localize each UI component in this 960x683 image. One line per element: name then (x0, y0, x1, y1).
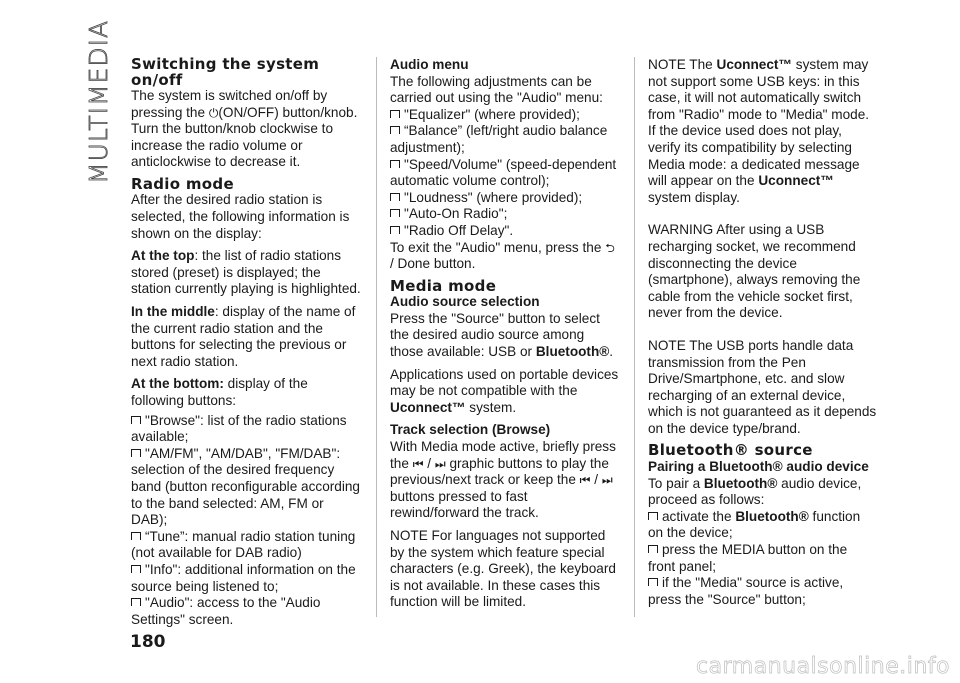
source-paragraph: Press the "Source" button to select the desired audio source among those available: USB or Bluetooth®. (390, 310, 614, 359)
heading-media-mode: Media mode (390, 276, 497, 295)
section-label: MULTIMEDIA (84, 19, 113, 184)
bullet-icon (648, 545, 658, 553)
bullet-icon (390, 160, 400, 168)
column-2 (390, 57, 620, 611)
list-item: "Auto-On Radio"; (390, 206, 620, 223)
switch-paragraph: The system is switched on/off by pressing the ⏻(ON/OFF) button/knob. Turn the button/knob clockwise to increase the radio volume or anticlockwise to decrease it. (131, 88, 358, 170)
heading-pairing: Pairing a Bluetooth® audio device (648, 458, 869, 474)
heading-track-selection: Track selection (Browse) (390, 422, 551, 438)
list-item: press the MEDIA button on the front panel; (648, 541, 848, 574)
list-item: activate the Bluetooth® function on the device; (648, 508, 861, 541)
list-item: "Speed/Volume" (speed-dependent automatic volume control); (390, 156, 617, 189)
track-paragraph: With Media mode active, briefly press the ⏮ / ⏭ graphic buttons to play the previous/next track or keep the ⏮ / ⏭ buttons pressed to fast rewind/forward the track. (390, 438, 616, 521)
heading-switching: Switching the system on/off (131, 55, 320, 89)
heading-audio-menu: Audio menu (390, 57, 469, 72)
note-ports: NOTE The USB ports handle data transmission from the Pen Drive/Smartphone, etc. and slow recharging of an external device, which is not guaranteed as it depends on the device type/brand. (648, 337, 877, 436)
bullet-icon (131, 598, 141, 606)
heading-source-selection: Audio source selection (390, 294, 540, 310)
note-languages: NOTE For languages not supported by the system which feature special characters (e.g. Greek), the keyboard is not available. In these cases this function will be limited. (390, 527, 616, 610)
bullet-icon (131, 532, 141, 540)
bullet-icon (390, 126, 400, 134)
bullet-icon (131, 565, 141, 573)
list-item: "Loudness" (where provided); (390, 190, 620, 207)
pair-paragraph: To pair a Bluetooth® audio device, proceed as follows: (648, 475, 862, 508)
heading-radio-mode: Radio mode (131, 174, 234, 193)
column-3 (648, 57, 878, 608)
next-track-icon: ⏭ (601, 473, 613, 488)
page-number: 180 (130, 632, 166, 652)
bullet-icon (390, 193, 400, 201)
middle-paragraph: In the middle: display of the name of the current radio station and the buttons for selecting the previous or next radio station. (131, 304, 356, 369)
watermark: carmanualsonline.info (696, 654, 950, 679)
column-divider (376, 57, 377, 617)
next-track-icon: ⏭ (434, 456, 446, 471)
radio-intro: After the desired radio station is selected, the following information is shown on the display: (131, 192, 350, 241)
warning-paragraph: WARNING After using a USB recharging socket, we recommend disconnecting the device (smartphone), always removing the cable from the vehicle socket first, never from the device. (648, 222, 861, 321)
previous-track-icon: ⏮ (412, 456, 424, 471)
bullet-icon (390, 110, 400, 118)
exit-paragraph: To exit the "Audio" menu, press the ⮌ / Done button. (390, 239, 615, 272)
bullet-icon (648, 578, 658, 586)
bullet-icon (648, 512, 658, 520)
list-item: "Info": additional information on the source being listened to; (131, 561, 356, 594)
heading-bluetooth-source: Bluetooth® source (648, 441, 813, 460)
power-icon: ⏻ (208, 105, 219, 120)
previous-track-icon: ⏮ (579, 473, 591, 488)
list-item: "AM/FM", "AM/DAB", "FM/DAB": selection of the desired frequency band (button reconfigurable according to the band selected: AM, FM or DAB); (131, 445, 360, 528)
bottom-paragraph: At the bottom: display of the following buttons: (131, 376, 308, 408)
list-item: "Radio Off Delay". (390, 223, 620, 240)
list-item: “Tune”: manual radio station tuning (not available for DAB radio) (131, 528, 356, 561)
apps-paragraph: Applications used on portable devices may be not compatible with the Uconnect™ system. (390, 366, 619, 415)
list-item: "Audio": access to the "Audio Settings" screen. (131, 595, 321, 627)
list-item: if the "Media" source is active, press the "Source" button; (648, 575, 844, 607)
column-1 (131, 57, 361, 628)
top-paragraph: At the top: the list of radio stations stored (preset) is displayed; the station currently playing is highlighted. (131, 248, 361, 297)
bullet-icon (131, 416, 141, 424)
column-divider (634, 57, 635, 617)
note-usb: NOTE The Uconnect™ system may not support some USB keys: in this case, it will not automatically switch from "Radio" mode to "Media" mode. If the device used does not play, verify its compatibility by selecting Media mode: a dedicated message will appear on the Uconnect™ system display. (648, 57, 870, 205)
back-arrow-icon: ⮌ (605, 240, 615, 255)
bullet-icon (390, 209, 400, 217)
list-item: "Browse": list of the radio stations available; (131, 412, 347, 445)
list-item: "Equalizer" (where provided); (390, 107, 620, 124)
bullet-icon (390, 226, 400, 234)
list-item: “Balance” (left/right audio balance adjustment); (390, 123, 608, 155)
audio-intro: The following adjustments can be carried out using the "Audio" menu: (390, 73, 603, 106)
bullet-icon (131, 449, 141, 457)
